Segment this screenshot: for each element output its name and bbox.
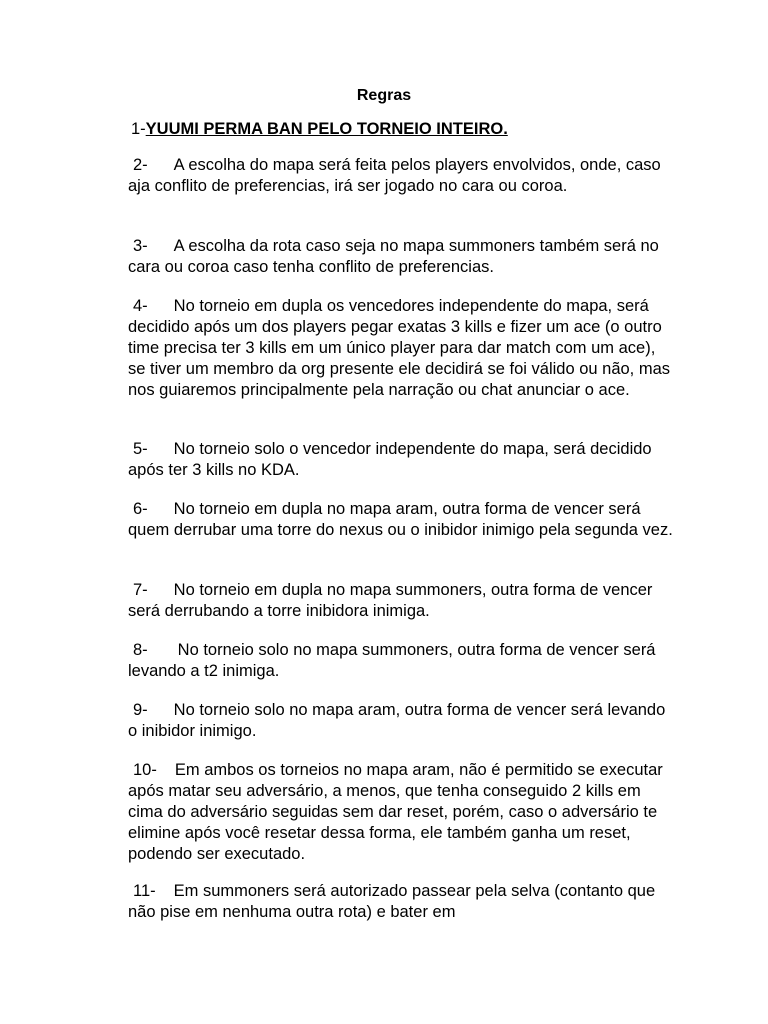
rule-3 [128,236,673,278]
rule-text: A escolha da rota caso seja no mapa summoners também será no cara ou coroa caso tenha conflito de preferencias. [128,237,659,276]
document-title: Regras [356,87,412,104]
rule-text: No torneio solo o vencedor independente do mapa, será decidido após ter 3 kills no KDA. [128,440,652,479]
rule-text: No torneio em dupla no mapa aram, outra forma de vencer será quem derrubar uma torre do nexus ou o inibidor inimigo pela segunda vez. [128,500,673,539]
rule-5 [128,439,673,481]
rule-text: No torneio em dupla no mapa summoners, outra forma de vencer será derrubando a torre inibidora inimiga. [128,581,653,620]
rule-7 [128,580,673,622]
rule-11 [128,881,673,923]
rule-text: Em ambos os torneios no mapa aram, não é permitido se executar após matar seu adversário, a menos, que tenha conseguido 2 kills em cima do adversário seguidas sem dar reset, porém, caso o adversário te elimine após você resetar dessa forma, ele também ganha um reset, podendo ser executado. [128,761,663,863]
rule-number: 5- [133,440,148,458]
rule-text: No torneio solo no mapa aram, outra forma de vencer será levando o inibidor inimigo. [128,701,666,740]
rule-number: 10- [133,761,157,779]
rule-4 [128,296,673,401]
rule-text: A escolha do mapa será feita pelos players envolvidos, onde, caso aja conflito de preferencias, irá ser jogado no cara ou coroa. [128,156,661,195]
rule-text: No torneio em dupla os vencedores independente do mapa, será decidido após um dos players pegar exatas 3 kills e fizer um ace (o outro time precisa ter 3 kills em um único player para dar match com um ace), se tiver um membro da org presente ele decidirá se foi válido ou não, mas nos guiaremos principalmente pela narração ou chat anunciar o ace. [128,297,671,399]
rule-text: YUUMI PERMA BAN PELO TORNEIO INTEIRO. [145,120,508,138]
rule-1 [131,119,508,139]
rule-number: 11- [133,882,156,900]
rule-10 [128,760,673,865]
rule-text: No torneio solo no mapa summoners, outra forma de vencer será levando a t2 inimiga. [128,641,656,680]
rule-number: 8- [133,641,148,659]
rule-number: 6- [133,500,148,518]
rule-number: 3- [133,237,148,255]
rule-text: Em summoners será autorizado passear pela selva (contanto que não pise em nenhuma outra rota) e bater em [128,882,656,921]
rule-8 [128,640,673,682]
rule-6 [128,499,673,541]
rule-9 [128,700,673,742]
rule-2 [128,155,673,197]
rule-number: 1- [131,120,146,138]
rule-number: 4- [133,297,148,315]
rule-number: 2- [133,156,148,174]
rule-number: 7- [133,581,148,599]
rule-number: 9- [133,701,148,719]
